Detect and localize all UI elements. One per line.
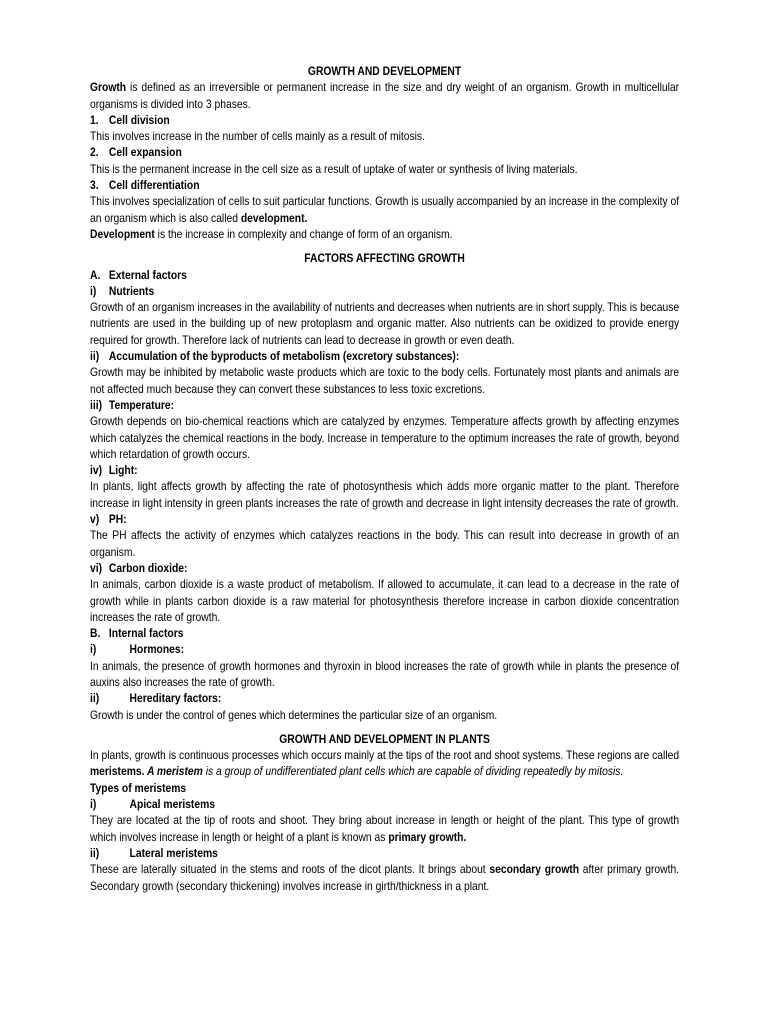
factor-nutrients-label: Nutrients — [108, 283, 155, 298]
factor-light-text: In plants, light affects growth by affecting the rate of photosynthesis which adds more organic matter to the plant. Therefore increase in light intensity in green plants increases the rate of growth and decrease in light intensity decreases the rate of growth. — [90, 479, 680, 510]
phase-1-heading — [90, 112, 679, 128]
factor-hormones-text: In animals, the presence of growth hormones and thyroxin in blood increases the rate of growth while in plants the presence of auxins also increases the rate of growth. — [90, 658, 680, 689]
external-factors-heading — [90, 267, 679, 283]
phase-2-text: This is the permanent increase in the cell size as a result of uptake of water or synthesis of living materials. — [90, 161, 578, 176]
factor-ph-text: The PH affects the activity of enzymes which catalyzes reactions in the body. This can result into decrease in growth of an organism. — [90, 528, 680, 559]
external-factors-label: External factors — [108, 267, 187, 282]
meristem-term-italic: A meristem — [144, 764, 203, 779]
lateral-text — [90, 861, 679, 894]
development-definition-text: is the increase in complexity and change of form of an organism. — [154, 226, 453, 241]
apical-number: i) — [90, 797, 97, 812]
factor-temperature-text: Growth depends on bio-chemical reactions which are catalyzed by enzymes. Temperature affects growth by affecting enzymes which catalyzes the chemical reactions in the body. Increase in temperature to the optimum increases the rate of growth, beyond which retardation of growth occurs. — [90, 414, 680, 461]
secondary-growth-term: secondary growth — [489, 862, 580, 877]
phase-1-number: 1. — [90, 112, 99, 127]
factor-light-heading — [90, 462, 679, 478]
factor-temperature-label: Temperature: — [108, 397, 175, 412]
growth-definition-text: is defined as an irreversible or permanent increase in the size and dry weight of an organism. Growth in multicellular organisms is divided into 3 phases. — [90, 80, 680, 111]
document-body — [90, 63, 679, 894]
primary-growth-term: primary growth. — [388, 829, 467, 844]
factor-byproducts-text: Growth may be inhibited by metabolic waste products which are toxic to the body cells. Fortunately most plants and animals are not affected much because they can convert these substances to less toxic excretions. — [90, 365, 680, 396]
internal-factors-number: B. — [90, 626, 101, 641]
growth-definition — [90, 79, 679, 112]
factor-hereditary-heading — [90, 690, 679, 706]
factor-ph-label: PH: — [108, 512, 127, 527]
factor-temperature-heading — [90, 397, 679, 413]
plants-title: GROWTH AND DEVELOPMENT IN PLANTS — [279, 731, 490, 746]
factor-byproducts-heading — [90, 348, 679, 364]
phase-1-text: This involves increase in the number of cells mainly as a result of mitosis. — [90, 129, 425, 144]
page-title: GROWTH AND DEVELOPMENT — [307, 64, 462, 78]
apical-label: Apical meristems — [129, 797, 216, 812]
phase-2-number: 2. — [90, 145, 99, 160]
meristems-term: meristems. — [90, 764, 145, 779]
factor-byproducts-label: Accumulation of the byproducts of metabolism (excretory substances): — [108, 349, 460, 364]
meristem-definition: is a group of undifferentiated plant cells which are capable of dividing repeatedly by mitosis. — [202, 764, 624, 779]
phase-3-label: Cell differentiation — [108, 178, 200, 193]
factor-nutrients-heading — [90, 283, 679, 299]
phase-2-label: Cell expansion — [108, 145, 182, 160]
phase-2-heading — [90, 144, 679, 160]
lateral-heading — [90, 845, 679, 861]
factor-hereditary-text: Growth is under the control of genes which determines the particular size of an organism. — [90, 707, 498, 722]
factor-hormones-label: Hormones: — [129, 642, 185, 657]
phase-3-text-bold: development. — [240, 210, 308, 225]
plants-intro — [90, 747, 679, 780]
factor-co2-label: Carbon dioxide: — [108, 560, 188, 575]
factor-light-label: Light: — [108, 463, 138, 478]
factor-nutrients-text: Growth of an organism increases in the availability of nutrients and decreases when nutrients are in short supply. This is because nutrients are used in the building up of new protoplasm and organic matter. Also nutrients can be oxidized to provide energy required for growth. Therefore lack of nutrients can lead to decrease in growth or even death. — [90, 300, 680, 347]
factor-ph-heading — [90, 511, 679, 527]
factor-temperature-number: iii) — [90, 397, 103, 412]
lateral-text-after: after primary growth. Secondary growth (secondary thickening) involves increase in girth/thickness in a plant. — [90, 862, 680, 893]
types-heading: Types of meristems — [90, 780, 187, 795]
phase-3-heading — [90, 177, 679, 193]
factor-hereditary-number: ii) — [90, 691, 100, 706]
factor-co2-text: In animals, carbon dioxide is a waste product of metabolism. If allowed to accumulate, it can lead to a decrease in the rate of growth while in plants carbon dioxide is a raw material for photosynthesis therefore increase in carbon dioxide concentration increases the rate of growth. — [90, 577, 680, 624]
internal-factors-label: Internal factors — [108, 626, 184, 641]
factor-co2-number: vi) — [90, 560, 103, 575]
lateral-text-body: These are laterally situated in the stems and roots of the dicot plants. It brings about — [90, 862, 490, 877]
factor-light-number: iv) — [90, 463, 103, 478]
lateral-label: Lateral meristems — [129, 845, 218, 860]
internal-factors-heading — [90, 625, 679, 641]
factor-hereditary-label: Hereditary factors: — [129, 691, 222, 706]
phase-3-text-body: This involves specialization of cells to suit particular functions. Growth is usually accompanied by an increase in the complexity of an organism which is also called — [90, 194, 680, 225]
factor-byproducts-number: ii) — [90, 349, 100, 364]
factor-co2-heading — [90, 560, 679, 576]
apical-text — [90, 812, 679, 845]
factor-hormones-heading — [90, 641, 679, 657]
external-factors-number: A. — [90, 267, 101, 282]
plants-intro-text: In plants, growth is continuous processes which occurs mainly at the tips of the root and shoot systems. These regions are called — [90, 748, 680, 763]
phase-3-number: 3. — [90, 178, 99, 193]
factor-ph-number: v) — [90, 512, 100, 527]
development-term: Development — [90, 226, 155, 241]
development-definition — [90, 226, 679, 242]
factors-title: FACTORS AFFECTING GROWTH — [304, 251, 465, 266]
apical-text-body: They are located at the tip of roots and shoot. They bring about increase in length or height of the plant. This type of growth which involves increase in length or height of a plant is known as — [90, 813, 680, 844]
growth-term: Growth — [90, 80, 127, 95]
apical-heading — [90, 796, 679, 812]
phase-3-text — [90, 193, 679, 226]
factor-nutrients-number: i) — [90, 283, 97, 298]
factor-hormones-number: i) — [90, 642, 97, 657]
phase-1-label: Cell division — [108, 112, 170, 127]
lateral-number: ii) — [90, 845, 100, 860]
